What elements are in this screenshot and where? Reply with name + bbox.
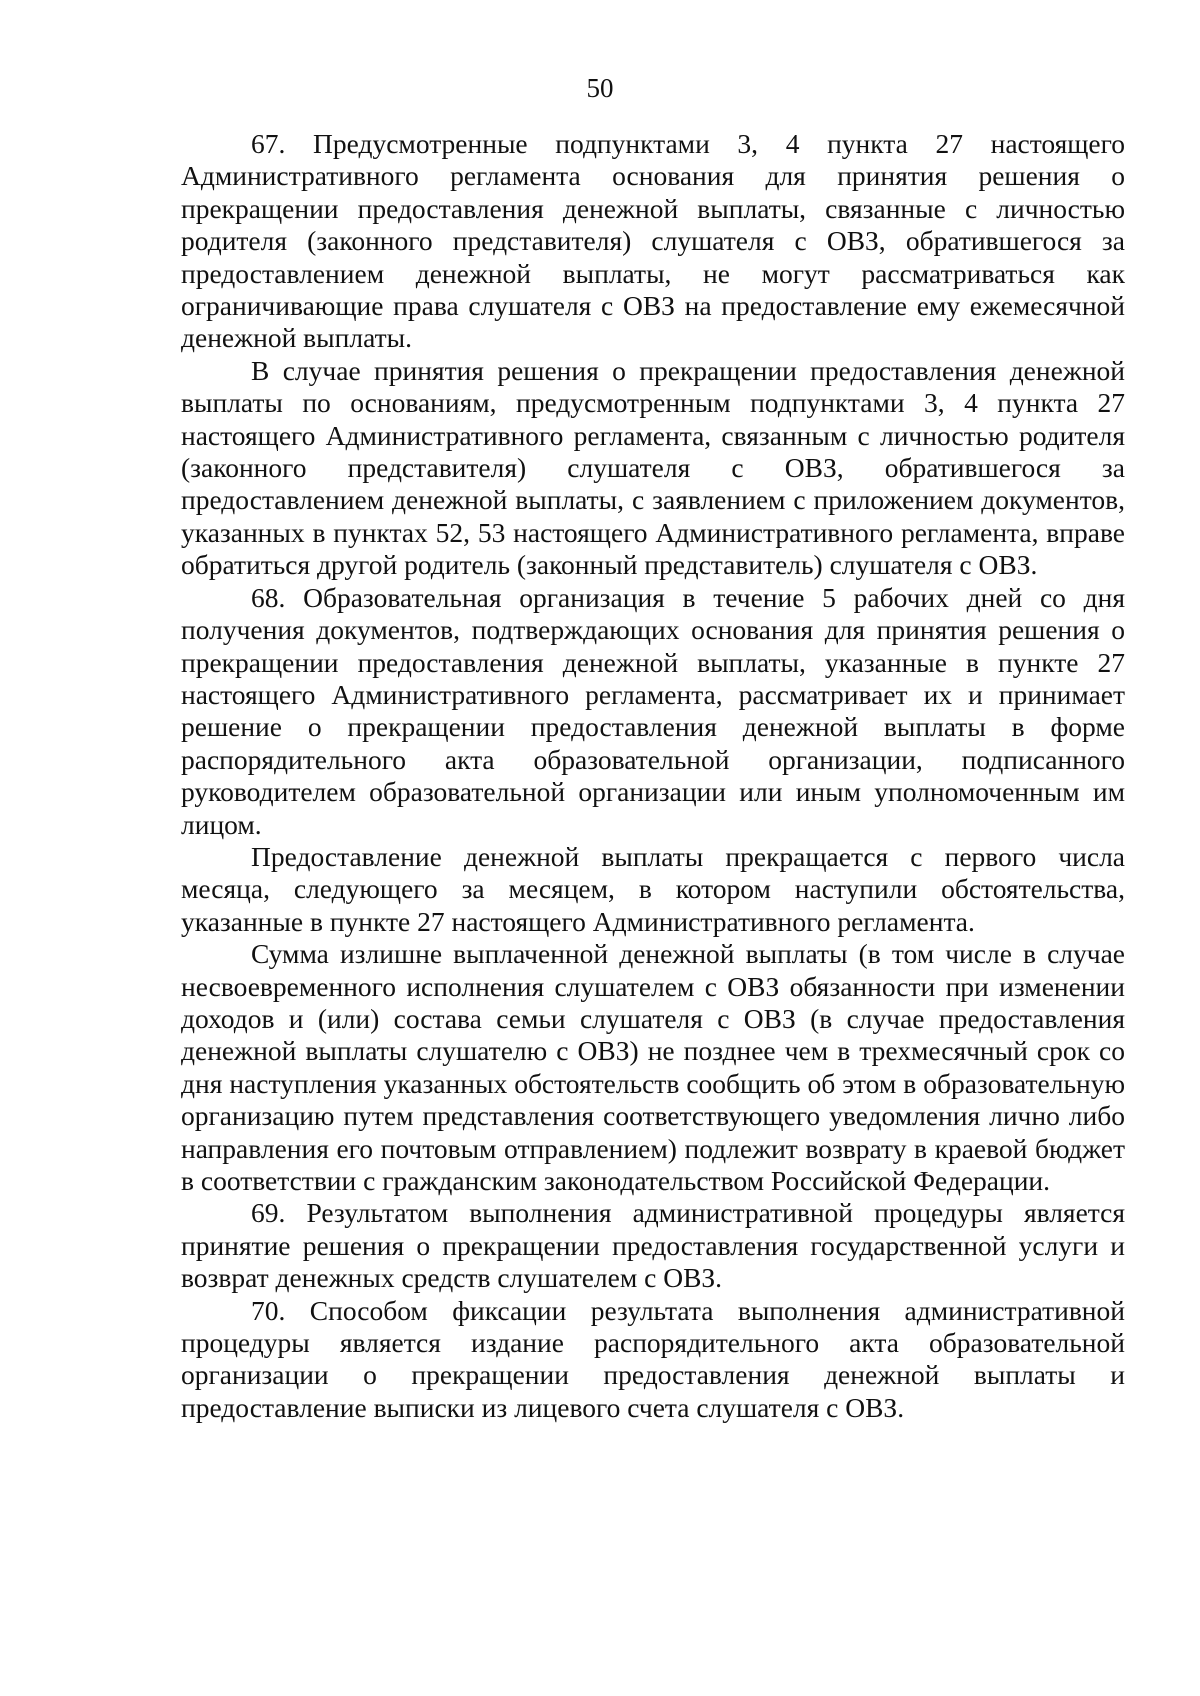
paragraph-68-termination-date: Предоставление денежной выплаты прекращается с первого числа месяца, следующего за месяцем, в котором наступили обстоятельства, указанные в пункте 27 настоящего Административного регламента. — [181, 840, 1125, 937]
paragraph-67: 67. Предусмотренные подпунктами 3, 4 пункта 27 настоящего Административного регламента основания для принятия решения о прекращении предоставления денежной выплаты, связанные с личностью родителя (законного представителя) слушателя с ОВЗ, обратившегося за предоставлением денежной выплаты, не могут рассматриваться как ограничивающие права слушателя с ОВЗ на предоставление ему ежемесячной денежной выплаты. — [181, 128, 1125, 354]
paragraph-70: 70. Способом фиксации результата выполнения административной процедуры является издание распорядительного акта образовательной организации о прекращении предоставления денежной выплаты и предоставление выписки из лицевого счета слушателя с ОВЗ. — [181, 1294, 1125, 1423]
page-number: 50 — [586, 73, 614, 103]
paragraph-68: 68. Образовательная организация в течение 5 рабочих дней со дня получения документов, подтверждающих основания для принятия решения о прекращении предоставления денежной выплаты, указанные в пункте 27 настоящего Административного регламента, рассматривает их и принимает решение о прекращении предоставления денежной выплаты в форме распорядительного акта образовательной организации, подписанного руководителем образовательной организации или иным уполномоченным им лицом. — [181, 581, 1125, 840]
paragraph-68-overpayment: Сумма излишне выплаченной денежной выплаты (в том числе в случае несвоевременного исполнения слушателем с ОВЗ обязанности при изменении доходов и (или) состава семьи слушателя с ОВЗ (в случае предоставления денежной выплаты слушателю с ОВЗ) не позднее чем в трехмесячный срок со дня наступления указанных обстоятельств сообщить об этом в образовательную организацию путем представления соответствующего уведомления лично либо направления его почтовым отправлением) подлежит возврату в краевой бюджет в соответствии с гражданским законодательством Российской Федерации. — [181, 938, 1125, 1196]
paragraph-69: 69. Результатом выполнения административной процедуры является принятие решения о прекращении предоставления государственной услуги и возврат денежных средств слушателем с ОВЗ. — [181, 1197, 1125, 1294]
document-body — [181, 128, 1125, 1424]
paragraph-67-continuation: В случае принятия решения о прекращении предоставления денежной выплаты по основаниям, предусмотренным подпунктами 3, 4 пункта 27 настоящего Административного регламента, связанным с личностью родителя (законного представителя) слушателя с ОВЗ, обратившегося за предоставлением денежной выплаты, с заявлением с приложением документов, указанных в пунктах 52, 53 настоящего Административного регламента, вправе обратиться другой родитель (законный представитель) слушателя с ОВЗ. — [181, 354, 1125, 581]
